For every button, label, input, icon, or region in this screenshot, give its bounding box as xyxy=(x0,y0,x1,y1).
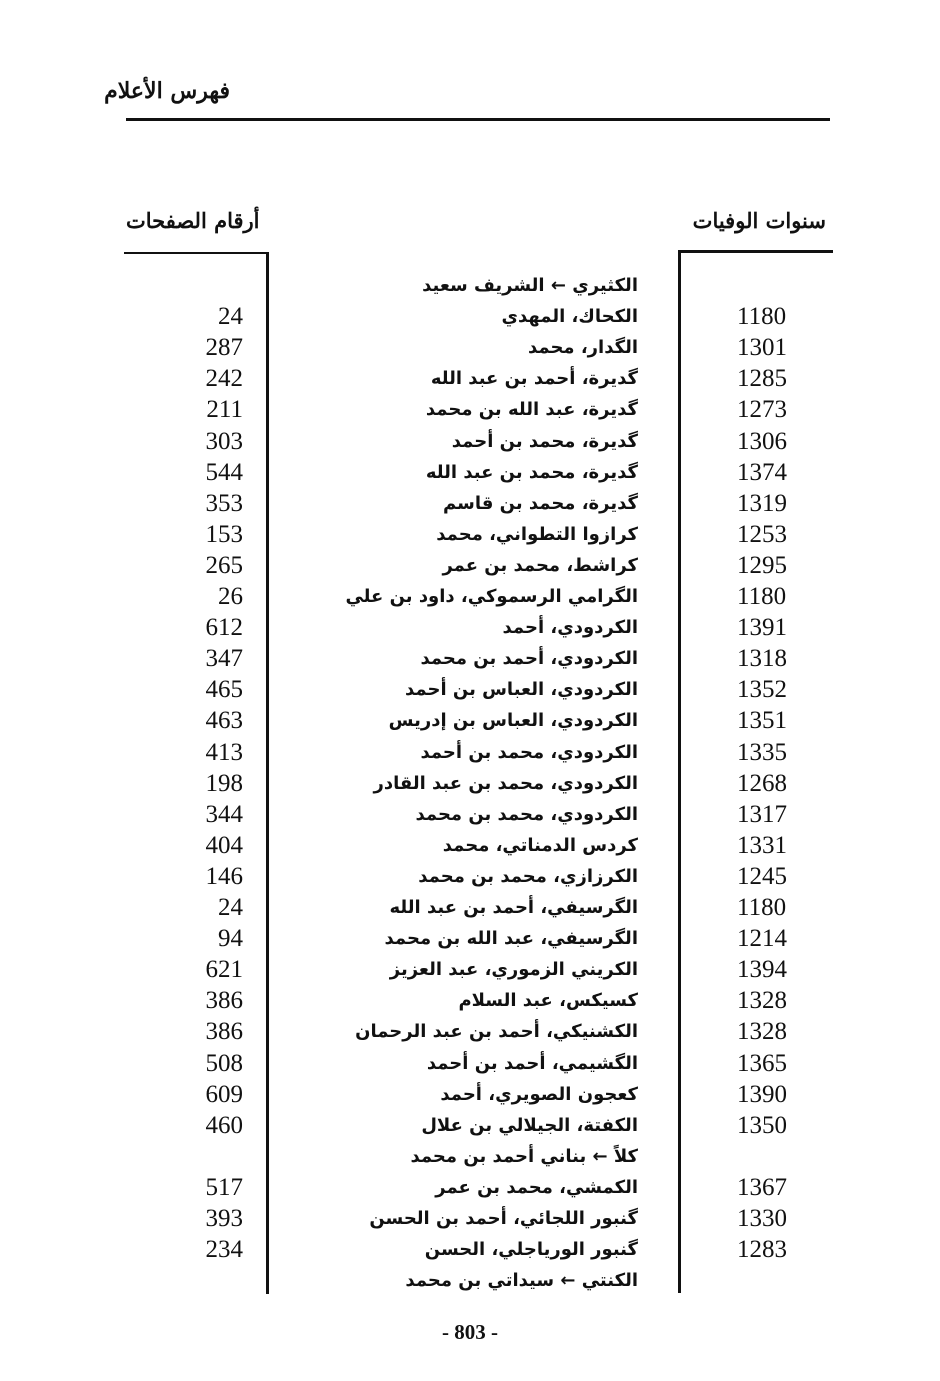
table-row xyxy=(0,1110,940,1141)
death-year-cell: 1350 xyxy=(737,1112,787,1139)
person-name-cell: الكردودي، محمد بن أحمد xyxy=(420,742,638,763)
person-name-cell: گديرة، عبد الله بن محمد xyxy=(425,399,638,420)
person-name-cell: الكردودي، محمد بن عبد القادر xyxy=(373,773,638,794)
death-year-cell: 1306 xyxy=(737,428,787,455)
page-number-cell: 344 xyxy=(205,801,243,828)
death-year-cell: 1351 xyxy=(737,707,787,734)
table-row xyxy=(0,799,940,830)
running-header-title: فهرس الأعلام xyxy=(104,78,230,104)
death-year-cell: 1335 xyxy=(737,739,787,766)
death-year-cell: 1330 xyxy=(737,1205,787,1232)
person-name-cell: الگشيمي، أحمد بن أحمد xyxy=(426,1053,638,1074)
person-name-cell: الكردودي، محمد بن محمد xyxy=(415,804,638,825)
table-row xyxy=(0,954,940,985)
table-row xyxy=(0,332,940,363)
page-number-cell: 609 xyxy=(205,1081,243,1108)
page-number-cell: 211 xyxy=(206,396,243,423)
table-row xyxy=(0,550,940,581)
table-row xyxy=(0,488,940,519)
death-year-cell: 1390 xyxy=(737,1081,787,1108)
person-name-cell: گديرة، محمد بن قاسم xyxy=(443,493,638,514)
table-row xyxy=(0,1141,940,1172)
page-number-cell: 94 xyxy=(218,925,243,952)
table-row xyxy=(0,892,940,923)
table-row xyxy=(0,612,940,643)
page-number-cell: 393 xyxy=(205,1205,243,1232)
death-year-cell: 1328 xyxy=(737,1018,787,1045)
person-name-cell: كرازوا التطواني، محمد xyxy=(436,524,638,545)
table-row xyxy=(0,923,940,954)
page-number-cell: 544 xyxy=(205,459,243,486)
page-number-cell: 26 xyxy=(218,583,243,610)
page-number-cell: 386 xyxy=(205,1018,243,1045)
death-year-cell: 1317 xyxy=(737,801,787,828)
person-name-cell: الگرسيفي، أحمد بن عبد الله xyxy=(389,897,638,918)
death-year-cell: 1367 xyxy=(737,1174,787,1201)
page-number-cell: 24 xyxy=(218,894,243,921)
death-year-cell: 1180 xyxy=(737,303,787,330)
death-year-cell: 1394 xyxy=(737,956,787,983)
years-column-title: سنوات الوفيات xyxy=(692,208,826,233)
page-number-cell: 508 xyxy=(205,1050,243,1077)
death-year-cell: 1268 xyxy=(737,770,787,797)
death-year-cell: 1374 xyxy=(737,459,787,486)
person-name-cell: كعجون الصويري، أحمد xyxy=(440,1084,638,1105)
person-name-cell: گنبور الورياجلي، الحسن xyxy=(424,1239,638,1260)
death-year-cell: 1328 xyxy=(737,987,787,1014)
person-name-cell: الكرزازي، محمد بن محمد xyxy=(418,866,638,887)
death-year-cell: 1285 xyxy=(737,365,787,392)
death-year-cell: 1180 xyxy=(737,583,787,610)
pages-column-title: أرقام الصفحات xyxy=(126,208,260,233)
person-name-cell: الگرسيفي، عبد الله بن محمد xyxy=(384,928,638,949)
table-row xyxy=(0,768,940,799)
table-row xyxy=(0,1203,940,1234)
person-name-cell: الكريني الزموري، عبد العزيز xyxy=(389,959,638,980)
person-name-cell: الگدار، محمد xyxy=(527,337,638,358)
table-row xyxy=(0,1265,940,1296)
person-name-cell: گديرة، محمد بن أحمد xyxy=(451,431,638,452)
person-name-cell: الكردودي، أحمد بن محمد xyxy=(420,648,638,669)
table-row xyxy=(0,301,940,332)
person-name-cell: كراشط، محمد بن عمر xyxy=(442,555,638,576)
death-year-cell: 1331 xyxy=(737,832,787,859)
person-name-cell: الكردودي، العباس بن أحمد xyxy=(405,679,638,700)
page-number-cell: 612 xyxy=(205,614,243,641)
table-row xyxy=(0,705,940,736)
person-name-cell: الكفتة، الجيلالي بن علال xyxy=(421,1115,638,1136)
person-name-cell: الكحاك، المهدي xyxy=(501,306,638,327)
death-year-cell: 1180 xyxy=(737,894,787,921)
table-row xyxy=(0,1079,940,1110)
person-name-cell: الكمشي، محمد بن عمر xyxy=(435,1177,638,1198)
page-number-cell: 265 xyxy=(205,552,243,579)
table-row xyxy=(0,861,940,892)
table-row xyxy=(0,270,940,301)
page-number-cell: 353 xyxy=(205,490,243,517)
person-name-cell: گنبور اللجائي، أحمد بن الحسن xyxy=(369,1208,638,1229)
page-number: - 803 - xyxy=(442,1320,498,1344)
page-number-cell: 463 xyxy=(205,707,243,734)
page-number-cell: 287 xyxy=(205,334,243,361)
page-number-cell: 386 xyxy=(205,987,243,1014)
table-row xyxy=(0,363,940,394)
table-row xyxy=(0,830,940,861)
table-row xyxy=(0,643,940,674)
death-year-cell: 1318 xyxy=(737,645,787,672)
death-year-cell: 1273 xyxy=(737,396,787,423)
page-number-cell: 242 xyxy=(205,365,243,392)
page-number-cell: 621 xyxy=(205,956,243,983)
page-number-cell: 153 xyxy=(205,521,243,548)
table-row xyxy=(0,1016,940,1047)
death-year-cell: 1295 xyxy=(737,552,787,579)
death-year-cell: 1365 xyxy=(737,1050,787,1077)
page-number-cell: 460 xyxy=(205,1112,243,1139)
page-number-cell: 303 xyxy=(205,428,243,455)
page-number-cell: 517 xyxy=(205,1174,243,1201)
header-rule xyxy=(126,118,830,121)
table-row xyxy=(0,519,940,550)
page-number-cell: 347 xyxy=(205,645,243,672)
page-number-cell: 198 xyxy=(205,770,243,797)
person-name-cell: الكردودي، العباس بن إدريس xyxy=(388,710,638,731)
death-year-cell: 1301 xyxy=(737,334,787,361)
person-name-cell: كسيكس، عبد السلام xyxy=(458,990,638,1011)
table-row xyxy=(0,426,940,457)
page-number-cell: 146 xyxy=(205,863,243,890)
person-name-cell: الكثيري ← الشريف سعيد xyxy=(422,275,638,296)
table-row xyxy=(0,457,940,488)
person-name-cell: الگرامي الرسموكي، داود بن علي xyxy=(345,586,638,607)
person-name-cell: كردس الدمناتي، محمد xyxy=(442,835,638,856)
table-row xyxy=(0,1048,940,1079)
table-row xyxy=(0,1234,940,1265)
person-name-cell: الكنتي ← سيداتي بن محمد xyxy=(405,1270,638,1291)
page-number-cell: 404 xyxy=(205,832,243,859)
table-row xyxy=(0,1172,940,1203)
death-year-cell: 1214 xyxy=(737,925,787,952)
page-number-cell: 234 xyxy=(205,1236,243,1263)
person-name-cell: گديرة، محمد بن عبد الله xyxy=(425,462,638,483)
death-year-cell: 1253 xyxy=(737,521,787,548)
page-number-cell: 24 xyxy=(218,303,243,330)
table-row xyxy=(0,674,940,705)
table-row xyxy=(0,985,940,1016)
table-row xyxy=(0,581,940,612)
death-year-cell: 1245 xyxy=(737,863,787,890)
person-name-cell: گديرة، أحمد بن عبد الله xyxy=(430,368,638,389)
death-year-cell: 1391 xyxy=(737,614,787,641)
death-year-cell: 1283 xyxy=(737,1236,787,1263)
death-year-cell: 1319 xyxy=(737,490,787,517)
page-number-cell: 465 xyxy=(205,676,243,703)
page-number-cell: 413 xyxy=(205,739,243,766)
person-name-cell: كلاً ← بناني أحمد بن محمد xyxy=(410,1146,638,1167)
person-name-cell: الكشنيكي، أحمد بن عبد الرحمان xyxy=(355,1021,638,1042)
table-row xyxy=(0,737,940,768)
table-row xyxy=(0,394,940,425)
death-year-cell: 1352 xyxy=(737,676,787,703)
person-name-cell: الكردودي، أحمد xyxy=(502,617,638,638)
